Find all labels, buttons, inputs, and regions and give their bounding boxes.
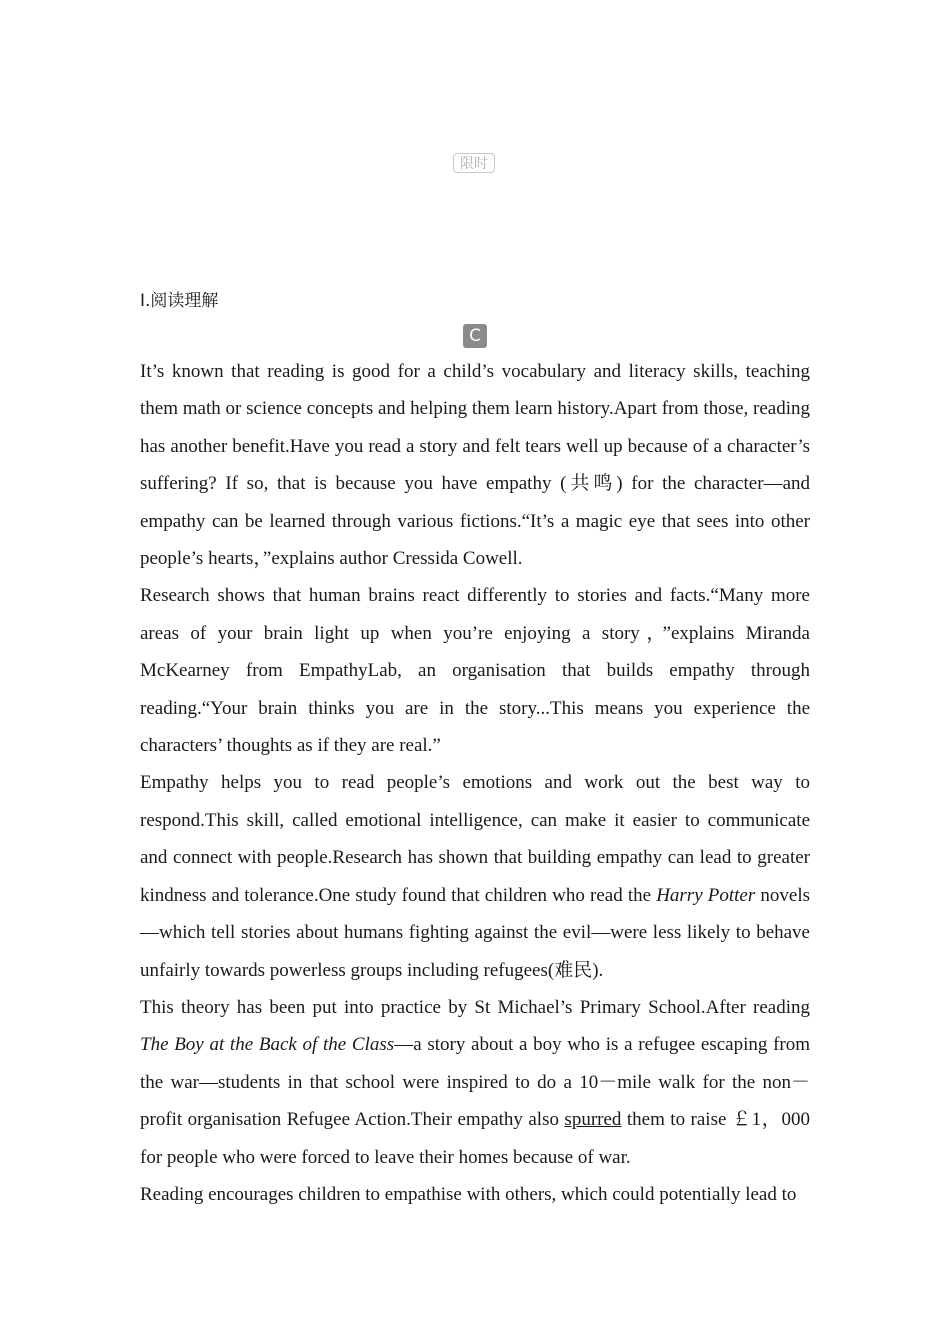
paragraph-3-text-a: Empathy helps you to read people’s emotions and work out the best way to respond.This skill, called emotional intelligence, can make it easier to communicate and connect with people.Research has shown that building empathy can lead to greater kindness and tolerance.One study found that children who read the: [140, 772, 810, 906]
book-title-harry-potter: Harry Potter: [656, 884, 756, 906]
section-heading: Ⅰ.阅读理解: [140, 291, 219, 311]
passage-label: C: [463, 324, 487, 348]
paragraph-2: Research shows that human brains react differently to stories and facts.“Many more areas of your brain light up when you’re enjoying a story，”explains Miranda McKearney from EmpathyLab, an organisation that builds empathy through reading.“Your brain thinks you are in the story...This means you experience the characters’ thoughts as if they are real.”: [140, 585, 810, 757]
paragraph-4-text-b: —a story about a boy who is a refugee escaping from the war—students in that school were inspired to do a 10－mile walk for the non－profit organisation Refugee Action.Their empathy also: [140, 1034, 811, 1131]
reading-passage: [140, 353, 810, 1213]
paragraph-4: [140, 989, 810, 1176]
paragraph-4-text-a: This theory has been put into practice by St Michael’s Primary School.After reading: [140, 996, 810, 1018]
paragraph-1: It’s known that reading is good for a child’s vocabulary and literacy skills, teaching them math or science concepts and helping them learn history.Apart from those, reading has another benefit.Have you read a story and felt tears well up because of a character’s suffering? If so, that is because you have empathy (共鸣) for the character—and empathy can be learned through various fictions.“It’s a magic eye that sees into other people’s hearts，”explains author Cressida Cowell.: [140, 361, 810, 570]
paragraph-5: Reading encourages children to empathise with others, which could potentially lead to: [140, 1183, 797, 1205]
book-title-boy-at-back: The Boy at the Back of the Class: [140, 1034, 395, 1056]
paragraph-3-text-b: novels—which tell stories about humans fighting against the evil—were less likely to behave unfairly towards powerless groups including refugees(难民).: [140, 884, 811, 981]
paragraph-3: [140, 764, 810, 988]
paragraph-4-text-c: them to raise ￡1，000 for people who were forced to leave their homes because of war.: [140, 1109, 810, 1168]
time-limit-badge: 限时: [453, 153, 495, 173]
underlined-word: spurred: [564, 1109, 622, 1131]
